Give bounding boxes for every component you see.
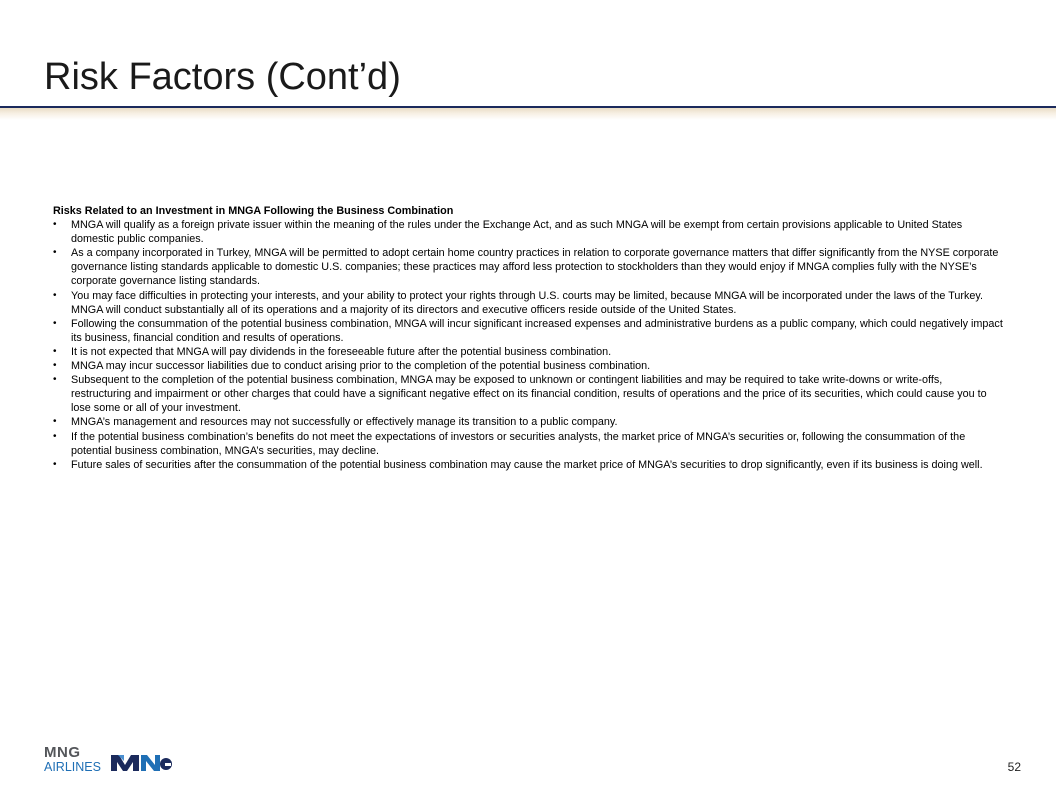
list-item-text: MNGA will qualify as a foreign private issuer within the meaning of the rules under the Exchange Act, and as such MNGA will be exempt from certain provisions applicable to United States domestic public companies. (71, 219, 963, 246)
bullet-icon: • (53, 374, 57, 386)
list-item (53, 289, 1005, 317)
page-number: 52 (1007, 760, 1021, 774)
slide-title: Risk Factors (Cont’d) (44, 56, 401, 98)
bullet-icon: • (53, 360, 57, 372)
bullet-icon: • (53, 219, 57, 231)
mng-airlines-logo (44, 745, 176, 775)
section-heading: Risks Related to an Investment in MNGA Following the Business Combination (53, 205, 454, 217)
list-item (53, 246, 1005, 288)
list-item-text: You may face difficulties in protecting your interests, and your ability to protect your rights through U.S. courts may be limited, because MNGA will be incorporated under the laws of the Turkey. MNGA will conduct substantially all of its operations and a majority of its directors and executive officers reside outside of the United States. (71, 289, 983, 316)
list-item (53, 373, 1005, 415)
list-item-text: Future sales of securities after the consummation of the potential business combination may cause the market price of MNGA’s securities to drop significantly, even if its business is doing well. (71, 458, 983, 471)
mng-logo-mark-icon (110, 753, 172, 773)
list-item (53, 458, 1005, 472)
list-item-text: MNGA’s management and resources may not successfully or effectively manage its transition to a public company. (71, 416, 618, 429)
list-item-text: It is not expected that MNGA will pay dividends in the foreseeable future after the potential business combination. (71, 345, 612, 358)
bullet-icon: • (53, 345, 57, 357)
list-item-text: If the potential business combination’s benefits do not meet the expectations of investors or securities analysts, the market price of MNGA’s securities or, following the consummation of the potential business combination, MNGA’s securities, may decline. (71, 430, 966, 457)
list-item (53, 415, 1005, 429)
list-item-text: As a company incorporated in Turkey, MNGA will be permitted to adopt certain home country practices in relation to corporate governance matters that differ significantly from the NYSE corporate governance listing standards applicable to domestic U.S. companies; these practices may afford less protection to stockholders than they would enjoy if MNGA complies fully with the NYSE’s corporate governance listing standards. (71, 247, 999, 288)
list-item (53, 345, 1005, 359)
risk-list (53, 218, 1005, 472)
bullet-icon: • (53, 289, 57, 301)
risk-factors-content (53, 204, 1005, 472)
bullet-icon: • (53, 317, 57, 329)
bullet-icon: • (53, 416, 57, 428)
bullet-icon: • (53, 430, 57, 442)
list-item-text: Following the consummation of the potential business combination, MNGA will incur significant increased expenses and administrative burdens as a public company, which could negatively impact its business, financial condition and results of operations. (71, 317, 1003, 344)
bullet-icon: • (53, 247, 57, 259)
list-item-text: MNGA may incur successor liabilities due to conduct arising prior to the completion of the potential business combination. (71, 360, 651, 373)
list-item (53, 359, 1005, 373)
list-item (53, 218, 1005, 246)
logo-text-mng: MNG (44, 744, 81, 761)
bullet-icon: • (53, 458, 57, 470)
list-item-text: Subsequent to the completion of the potential business combination, MNGA may be exposed to unknown or contingent liabilities and may be required to take write-downs or write-offs, restructuring and impairment or other charges that could have a significant negative effect on its financial condition, results of operations and the price of its securities, which could cause you to lose some or all of your investment. (71, 374, 987, 415)
list-item (53, 430, 1005, 458)
list-item (53, 317, 1005, 345)
title-divider-shadow (0, 108, 1056, 120)
logo-text-airlines: AIRLINES (44, 760, 101, 774)
